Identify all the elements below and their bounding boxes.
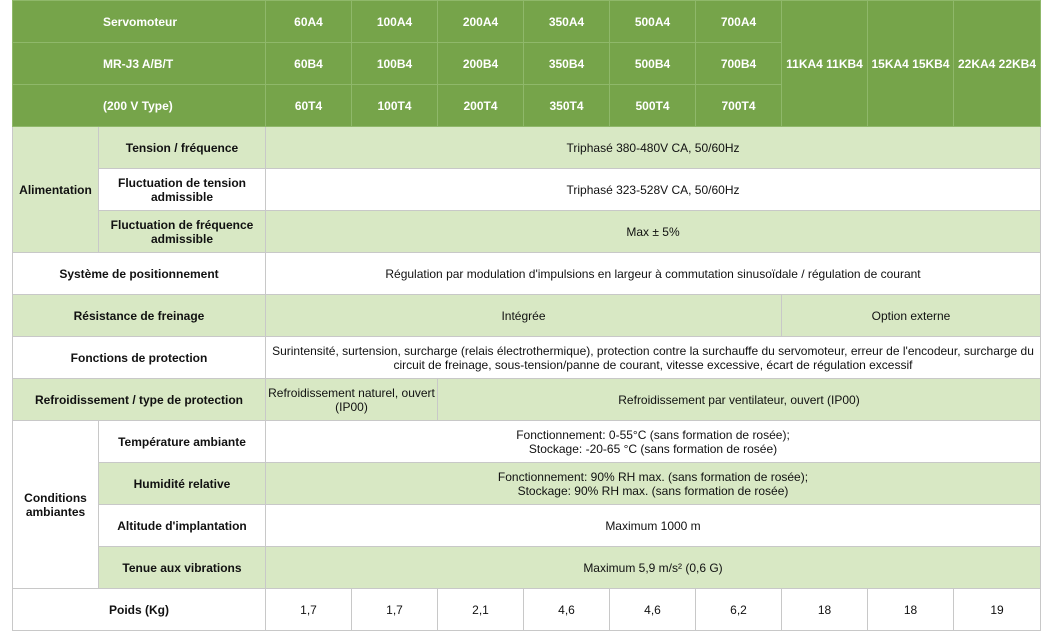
header-cell: 700B4 bbox=[696, 43, 782, 85]
header-cell: 200B4 bbox=[438, 43, 524, 85]
table-row bbox=[13, 253, 1041, 295]
row-label: Système de positionnement bbox=[13, 253, 266, 295]
table-row bbox=[13, 127, 1041, 169]
value-line: Stockage: -20-65 °C (sans formation de rosée) bbox=[528, 441, 778, 456]
row-value: Maximum 1000 m bbox=[266, 505, 1041, 547]
header-cell: 60T4 bbox=[266, 85, 352, 127]
header-cell: 100T4 bbox=[352, 85, 438, 127]
row-label: Fluctuation de tension admissible bbox=[99, 169, 266, 211]
row-value: Maximum 5,9 m/s² (0,6 G) bbox=[266, 547, 1041, 589]
row-label: Fonctions de protection bbox=[13, 337, 266, 379]
table-row bbox=[13, 379, 1041, 421]
table-row bbox=[13, 295, 1041, 337]
weight-value: 4,6 bbox=[610, 589, 696, 631]
row-label: Poids (Kg) bbox=[13, 589, 266, 631]
value-line: Stockage: 90% RH max. (sans formation de rosée) bbox=[517, 483, 789, 498]
value-line: Fonctionnement: 0-55°C (sans formation de rosée); bbox=[516, 427, 790, 442]
row-value bbox=[266, 463, 1041, 505]
header-cell: Servomoteur bbox=[13, 1, 266, 43]
row-label: Humidité relative bbox=[99, 463, 266, 505]
row-value: Intégrée bbox=[266, 295, 782, 337]
table-row bbox=[13, 211, 1041, 253]
header-cell: 350T4 bbox=[524, 85, 610, 127]
header-cell: 200T4 bbox=[438, 85, 524, 127]
table-row bbox=[13, 337, 1041, 379]
weight-value: 4,6 bbox=[524, 589, 610, 631]
header-cell: (200 V Type) bbox=[13, 85, 266, 127]
row-label: Refroidissement / type de protection bbox=[13, 379, 266, 421]
row-value: Refroidissement par ventilateur, ouvert (IP00) bbox=[438, 379, 1041, 421]
value-line: Fonctionnement: 90% RH max. (sans formation de rosée); bbox=[497, 469, 809, 484]
header-cell: 60A4 bbox=[266, 1, 352, 43]
row-label: Tension / fréquence bbox=[99, 127, 266, 169]
row-value: Max ± 5% bbox=[266, 211, 1041, 253]
table-row bbox=[13, 505, 1041, 547]
table-row bbox=[13, 589, 1041, 631]
header-cell: 500B4 bbox=[610, 43, 696, 85]
header-cell: 100B4 bbox=[352, 43, 438, 85]
weight-value: 19 bbox=[954, 589, 1041, 631]
row-label: Altitude d'implantation bbox=[99, 505, 266, 547]
group-label-ambient: Conditions ambiantes bbox=[13, 421, 99, 589]
header-cell: 700T4 bbox=[696, 85, 782, 127]
row-value: Surintensité, surtension, surcharge (relais électrothermique), protection contre la surchauffe du servomoteur, erreur de l'encodeur, surcharge du circuit de freinage, sous-tension/panne de courant, vitesse excessive, écart de régulation excessif bbox=[266, 337, 1041, 379]
weight-value: 1,7 bbox=[352, 589, 438, 631]
table-row bbox=[13, 547, 1041, 589]
header-cell: 350A4 bbox=[524, 1, 610, 43]
weight-value: 18 bbox=[782, 589, 868, 631]
table-row bbox=[13, 421, 1041, 463]
header-model-11k: 11KA4 11KB4 bbox=[782, 1, 868, 127]
header-cell: 500A4 bbox=[610, 1, 696, 43]
header-cell: 350B4 bbox=[524, 43, 610, 85]
row-label: Résistance de freinage bbox=[13, 295, 266, 337]
header-cell: MR-J3 A/B/T bbox=[13, 43, 266, 85]
row-label: Fluctuation de fréquence admissible bbox=[99, 211, 266, 253]
row-label: Tenue aux vibrations bbox=[99, 547, 266, 589]
weight-value: 6,2 bbox=[696, 589, 782, 631]
row-value: Triphasé 323-528V CA, 50/60Hz bbox=[266, 169, 1041, 211]
weight-value: 1,7 bbox=[266, 589, 352, 631]
row-value: Refroidissement naturel, ouvert (IP00) bbox=[266, 379, 438, 421]
group-label-alimentation: Alimentation bbox=[13, 127, 99, 253]
header-cell: 60B4 bbox=[266, 43, 352, 85]
row-value: Option externe bbox=[782, 295, 1041, 337]
row-label: Température ambiante bbox=[99, 421, 266, 463]
header-model-15k: 15KA4 15KB4 bbox=[868, 1, 954, 127]
row-value bbox=[266, 421, 1041, 463]
spec-table bbox=[12, 0, 1041, 631]
header-cell: 500T4 bbox=[610, 85, 696, 127]
table-row bbox=[13, 463, 1041, 505]
weight-value: 18 bbox=[868, 589, 954, 631]
weight-value: 2,1 bbox=[438, 589, 524, 631]
header-row bbox=[13, 1, 1041, 43]
header-cell: 700A4 bbox=[696, 1, 782, 43]
header-cell: 200A4 bbox=[438, 1, 524, 43]
row-value: Triphasé 380-480V CA, 50/60Hz bbox=[266, 127, 1041, 169]
header-model-22k: 22KA4 22KB4 bbox=[954, 1, 1041, 127]
header-cell: 100A4 bbox=[352, 1, 438, 43]
row-value: Régulation par modulation d'impulsions en largeur à commutation sinusoïdale / régulation de courant bbox=[266, 253, 1041, 295]
table-row bbox=[13, 169, 1041, 211]
